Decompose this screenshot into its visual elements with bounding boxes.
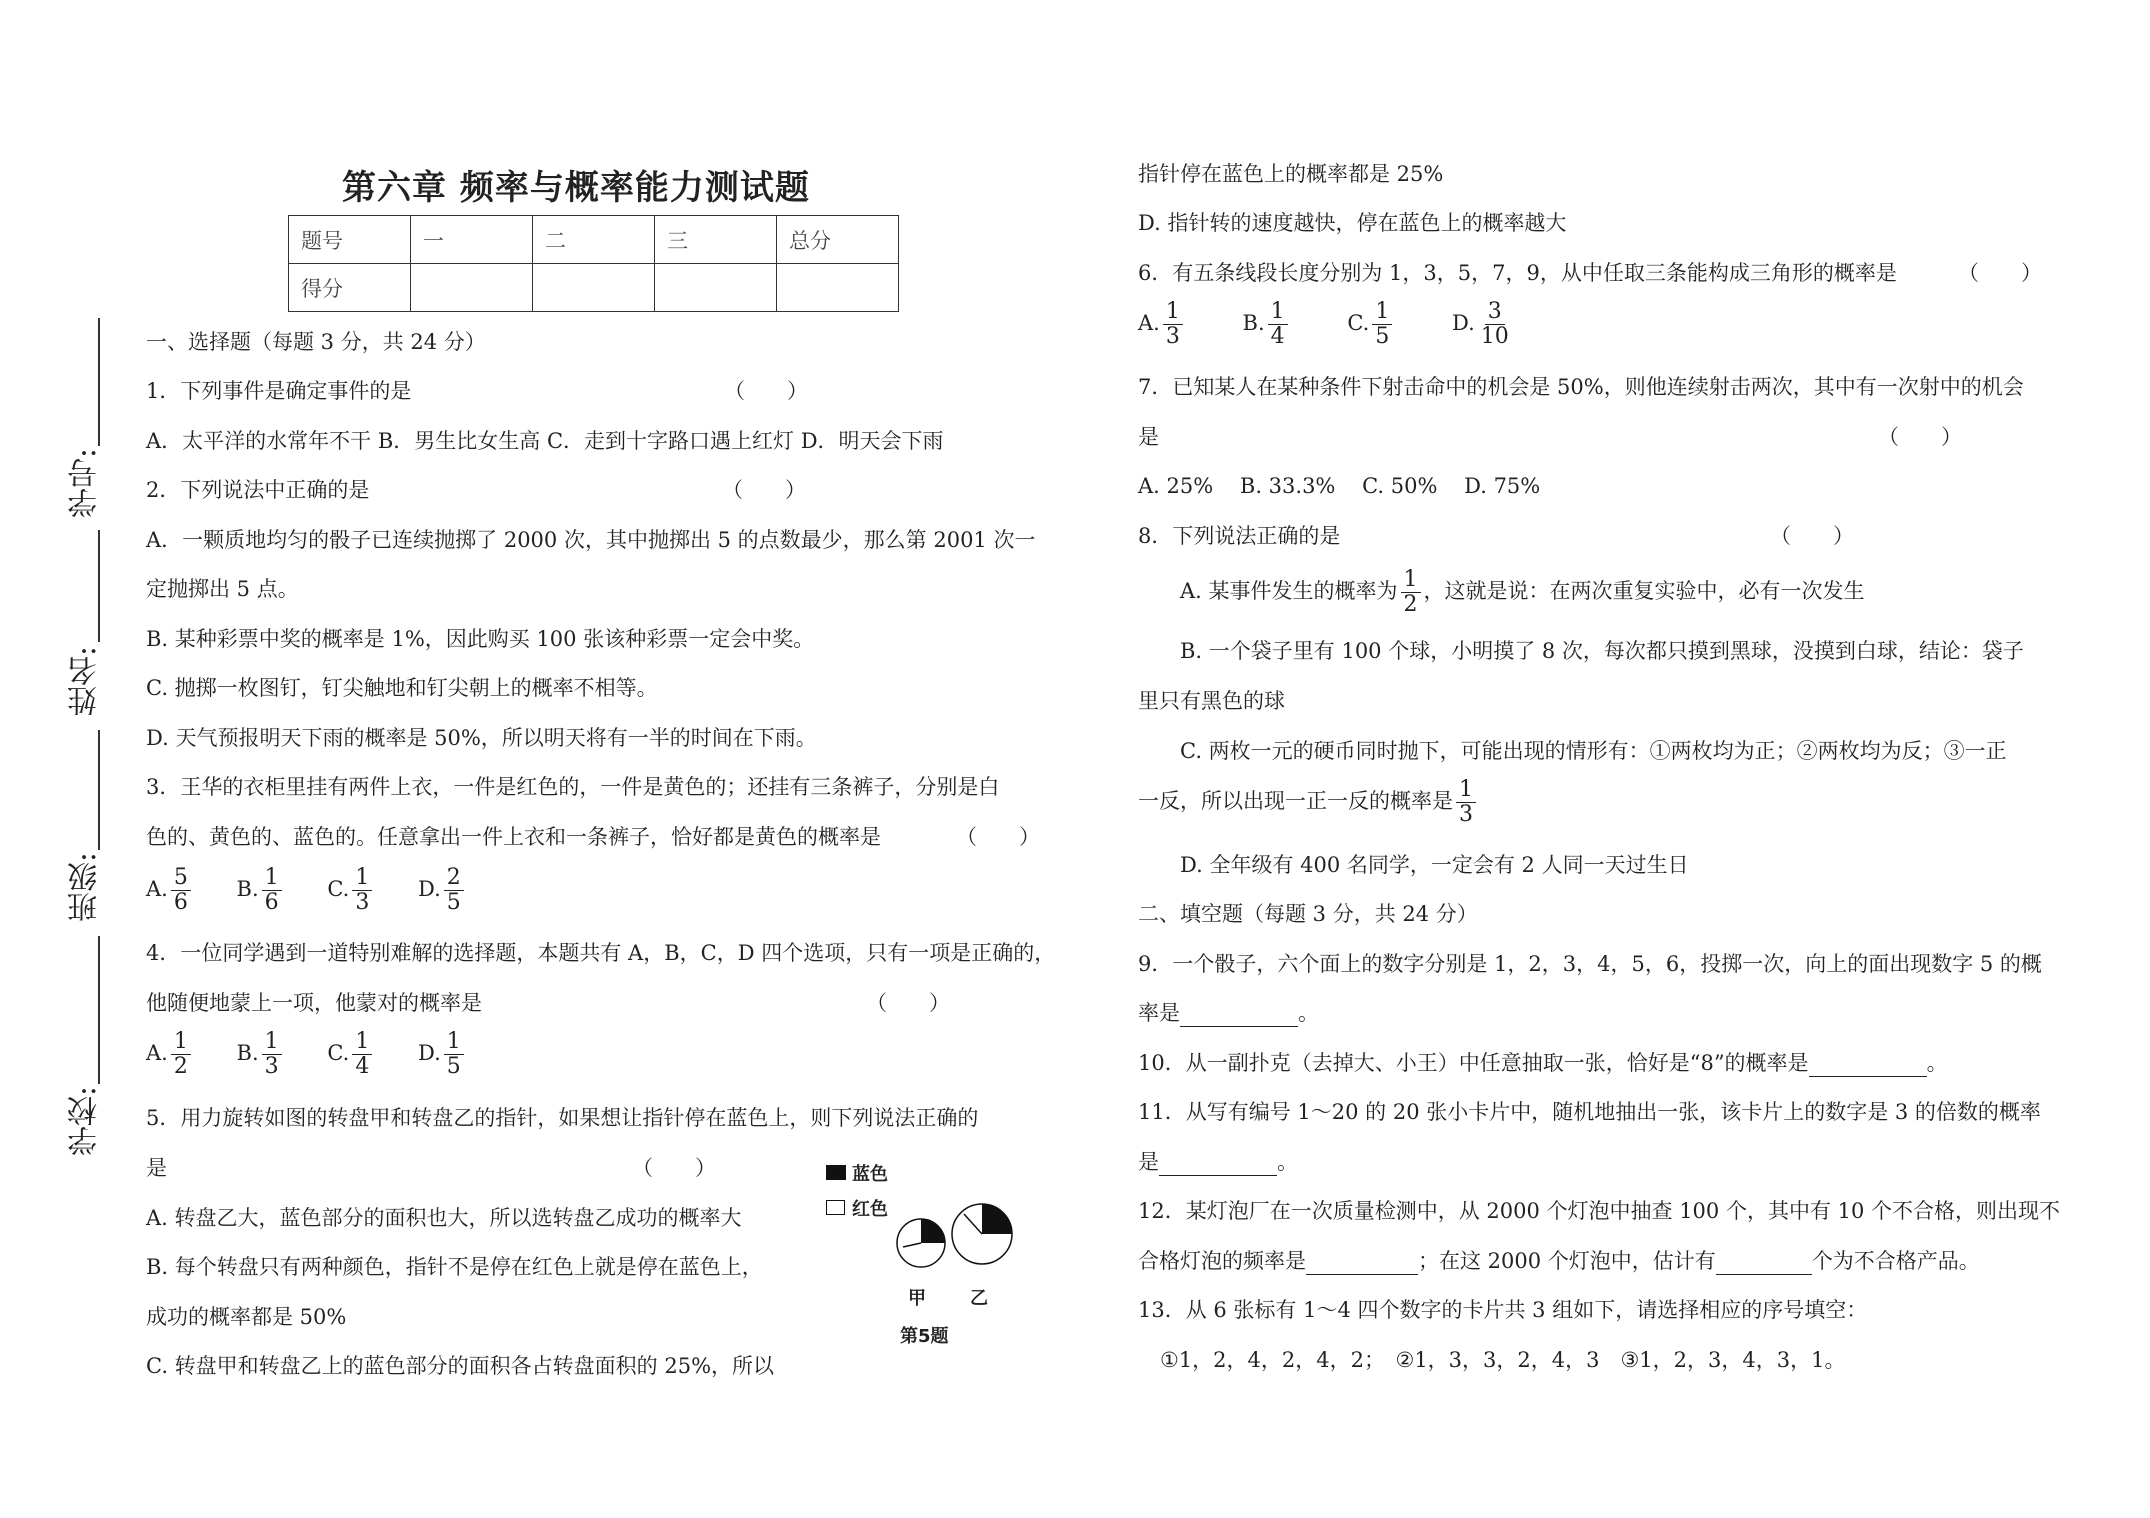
question-13: 13．从 6 张标有 1～4 四个数字的卡片共 3 组如下，请选择相应的序号填空： [1138, 1298, 1868, 1322]
q8-option-c-cont: 一反，所以出现一正一反的概率是 $\frac{1}{3}$ [1138, 778, 1479, 827]
binding-line-1 [98, 318, 100, 446]
q5-option-a: A. 转盘乙大，蓝色部分的面积也大，所以选转盘乙成功的概率大 [146, 1206, 742, 1230]
question-9-cont: 率是 。 [1138, 1001, 1319, 1025]
q4-option-d: D. $\frac{1}{5}$ [418, 1030, 467, 1079]
q6-option-d: D. $\frac{3}{10}$ [1452, 299, 1509, 349]
q3-option-a: A. $\frac{5}{6}$ [146, 866, 194, 915]
q13-card-groups: ①1，2，4，2，4，2； ②1，3，3，2，4，3 ③1，2，3，4，3，1。 [1160, 1348, 1846, 1372]
score-header-cell: 总分 [777, 216, 899, 264]
spinner-yi-icon [948, 1200, 1016, 1268]
spinner-jia-icon [893, 1215, 949, 1271]
question-11-cont: 是 。 [1138, 1150, 1298, 1174]
q4-option-b: B. $\frac{1}{3}$ [237, 1030, 285, 1079]
question-6: 6．有五条线段长度分别为 1，3，5，7，9，从中任取三条能构成三角形的概率是 [1138, 261, 1897, 285]
answer-blank-q10[interactable] [1809, 1054, 1927, 1077]
answer-paren-q8[interactable]: （ ） [1770, 524, 1854, 548]
question-8: 8．下列说法正确的是 [1138, 524, 1341, 548]
q8-option-b-cont: 里只有黑色的球 [1138, 689, 1285, 713]
q5-option-c: C. 转盘甲和转盘乙上的蓝色部分的面积各占转盘面积的 25%，所以 [146, 1354, 775, 1378]
q2-option-a-cont: 定抛掷出 5 点。 [146, 577, 299, 601]
binding-line-3 [98, 730, 100, 850]
q8-option-c: C. 两枚一元的硬币同时抛下，可能出现的情形有：①两枚均为正；②两枚均为反；③一正 [1180, 739, 2007, 763]
q4-option-a: A. $\frac{1}{2}$ [146, 1030, 194, 1079]
answer-paren-q2[interactable]: （ ） [722, 478, 806, 502]
question-12: 12．某灯泡厂在一次质量检测中，从 2000 个灯泡中抽查 100 个，其中有 10 个不合格，则出现不 [1138, 1199, 2061, 1223]
answer-paren-q3[interactable]: （ ） [956, 825, 1040, 849]
question-4-cont: 他随便地蒙上一项，他蒙对的概率是 [146, 991, 482, 1015]
answer-blank-q11[interactable] [1159, 1153, 1277, 1176]
q4-option-c: C. $\frac{1}{4}$ [327, 1030, 375, 1079]
q8-option-d: D. 全年级有 400 名同学，一定会有 2 人同一天过生日 [1180, 853, 1689, 877]
question-3-cont: 色的、黄色的、蓝色的。任意拿出一件上衣和一条裤子，恰好都是黄色的概率是 [146, 825, 881, 849]
legend-red-swatch [826, 1200, 845, 1215]
question-7-cont: 是 [1138, 425, 1159, 449]
q6-option-a: A. $\frac{1}{3}$ [1138, 300, 1186, 349]
question-3: 3．王华的衣柜里挂有两件上衣，一件是红色的，一件是黄色的；还挂有三条裤子，分别是白 [146, 775, 1000, 799]
q4-options [146, 1030, 503, 1079]
q6-options [1138, 300, 1551, 349]
figure-caption: 第5题 [900, 1326, 949, 1347]
q3-options [146, 866, 503, 915]
score-header-cell: 一 [411, 216, 533, 264]
question-2: 2．下列说法中正确的是 [146, 478, 370, 502]
q3-option-d: D. $\frac{2}{5}$ [418, 866, 467, 915]
legend-blue-swatch [826, 1165, 846, 1180]
q5-option-c-cont: 指针停在蓝色上的概率都是 25% [1138, 162, 1444, 186]
q6-option-b: B. $\frac{1}{4}$ [1243, 300, 1291, 349]
q8-option-a: A. 某事件发生的概率为 $\frac{1}{2}$ ，这就是说：在两次重复实验中，必有一次发生 [1180, 567, 1865, 617]
question-5-cont: 是 [146, 1156, 167, 1180]
question-9: 9．一个骰子，六个面上的数字分别是 1，2，3，4，5，6，投掷一次，向上的面出现数字 5 的概 [1138, 952, 2042, 976]
score-header-cell: 二 [533, 216, 655, 264]
q2-option-d: D. 天气预报明天下雨的概率是 50%，所以明天将有一半的时间在下雨。 [146, 726, 817, 750]
answer-paren-q5[interactable]: （ ） [632, 1156, 716, 1180]
question-10: 10．从一副扑克（去掉大、小王）中任意抽取一张，恰好是“8”的概率是 。 [1138, 1051, 1948, 1075]
score-cell[interactable] [655, 264, 777, 312]
section-fill-heading: 二、填空题（每题 3 分，共 24 分） [1138, 902, 1478, 926]
question-5: 5．用力旋转如图的转盘甲和转盘乙的指针，如果想让指针停在蓝色上，则下列说法正确的 [146, 1106, 979, 1130]
spinner-figure [820, 1150, 1030, 1350]
score-header-cell: 题号 [289, 216, 411, 264]
spinner-jia-label: 甲 [908, 1288, 926, 1309]
answer-paren-q4[interactable]: （ ） [866, 991, 950, 1015]
answer-blank-q9[interactable] [1180, 1004, 1298, 1027]
q5-option-b: B. 每个转盘只有两种颜色，指针不是停在红色上就是停在蓝色上， [146, 1255, 763, 1279]
q2-option-c: C. 抛掷一枚图钉，钉尖触地和钉尖朝上的概率不相等。 [146, 676, 658, 700]
legend-blue-label: 蓝色 [852, 1164, 888, 1185]
class-label: 班级: [68, 852, 103, 923]
score-table-score-row [289, 264, 899, 312]
q2-option-b: B. 某种彩票中奖的概率是 1%，因此购买 100 张该种彩票一定会中奖。 [146, 627, 815, 651]
score-cell[interactable] [411, 264, 533, 312]
q1-options: A．太平洋的水常年不干 B．男生比女生高 C．走到十字路口遇上红灯 D．明天会下雨 [146, 429, 944, 453]
binding-line-4 [98, 936, 100, 1084]
score-cell[interactable] [777, 264, 899, 312]
name-label: 姓名: [68, 646, 103, 717]
legend-red-label: 红色 [852, 1199, 888, 1220]
answer-paren-q7[interactable]: （ ） [1878, 425, 1962, 449]
q5-option-b-cont: 成功的概率都是 50% [146, 1305, 347, 1329]
score-table-header-row [289, 216, 899, 264]
answer-paren-q1[interactable]: （ ） [724, 379, 808, 403]
page-title: 第六章 频率与概率能力测试题 [342, 168, 810, 208]
question-7: 7．已知某人在某种条件下射击命中的机会是 50%，则他连续射击两次，其中有一次射中的机会 [1138, 375, 2024, 399]
question-11: 11．从写有编号 1～20 的 20 张小卡片中，随机地抽出一张，该卡片上的数字是 3 的倍数的概率 [1138, 1100, 2041, 1124]
section-choice-heading: 一、选择题（每题 3 分，共 24 分） [146, 330, 486, 354]
q5-option-d: D. 指针转的速度越快，停在蓝色上的概率越大 [1138, 211, 1567, 235]
q2-option-a: A．一颗质地均匀的骰子已连续抛掷了 2000 次，其中抛掷出 5 的点数最少，那么第 2001 次一 [146, 528, 1036, 552]
q3-option-b: B. $\frac{1}{6}$ [237, 866, 285, 915]
student-id-label: 学号: [68, 448, 103, 519]
answer-paren-q6[interactable]: （ ） [1958, 261, 2042, 285]
score-row-label: 得分 [289, 264, 411, 312]
question-12-cont: 合格灯泡的频率是 ；在这 2000 个灯泡中，估计有 个为不合格产品。 [1138, 1249, 1980, 1273]
q6-option-c: C. $\frac{1}{5}$ [1347, 300, 1395, 349]
question-1: 1．下列事件是确定事件的是 [146, 379, 412, 403]
score-table [288, 215, 899, 312]
binding-line-2 [98, 530, 100, 642]
answer-blank-q12-frequency[interactable] [1306, 1252, 1418, 1275]
answer-blank-q12-count[interactable] [1716, 1252, 1812, 1275]
spinner-yi-label: 乙 [970, 1288, 988, 1309]
q7-options: A. 25% B. 33.3% C. 50% D. 75% [1138, 474, 1541, 498]
score-cell[interactable] [533, 264, 655, 312]
q8-option-b: B. 一个袋子里有 100 个球，小明摸了 8 次，每次都只摸到黑球，没摸到白球，结论：袋子 [1180, 639, 2024, 663]
q3-option-c: C. $\frac{1}{3}$ [327, 866, 375, 915]
school-label: 学校: [68, 1086, 103, 1157]
question-4: 4．一位同学遇到一道特别难解的选择题，本题共有 A，B，C，D 四个选项，只有一项是正确的， [146, 941, 1056, 965]
score-header-cell: 三 [655, 216, 777, 264]
